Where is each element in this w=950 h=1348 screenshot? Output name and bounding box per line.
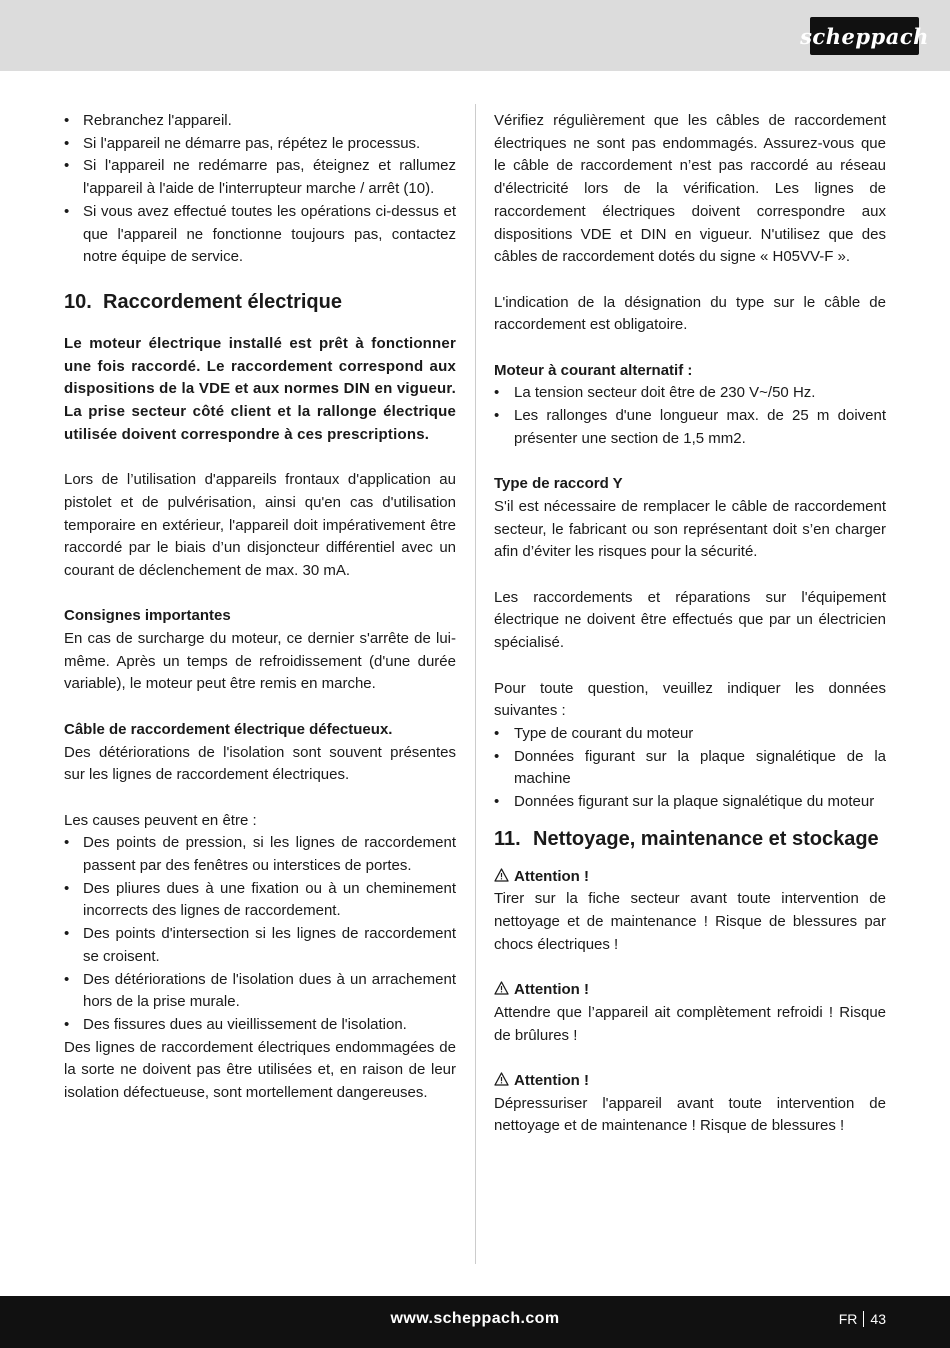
question-data-list (494, 723, 886, 814)
page-number: 43 (870, 1311, 886, 1327)
brand-logo (800, 17, 929, 55)
warning-triangle-icon (494, 1072, 509, 1086)
subheading-consignes: Consignes importantes (64, 607, 231, 625)
list-item: • Des pliures dues à une fixation ou à un cheminement incorrects des lignes de raccordement. (64, 878, 456, 923)
list-item: • Si l'appareil ne redémarre pas, éteignez et rallumez l'appareil à l'aide de l'interrupteur marche / arrêt (10). (64, 155, 456, 200)
left-column (64, 110, 456, 1105)
section-heading-11 (494, 824, 886, 854)
warning-triangle-icon (494, 868, 509, 882)
paragraph-frontal-devices: Lors de l’utilisation d'appareils frontaux d'application au pistolet et de pulvérisation, ainsi qu'en cas d'utilisation temporaire en extérieur, l'appareil doit impérativement être raccordé par le biais d’un disjoncteur différentiel avec un courant de déclenchement de max. 30 mA. (64, 471, 456, 579)
section-title: Raccordement électrique (103, 290, 342, 313)
section-number: 11. (494, 827, 521, 850)
warning-triangle-icon (494, 981, 509, 995)
section-heading-10 (64, 287, 456, 317)
paragraph-defective-cable: Des détériorations de l'isolation sont souvent présentes sur les lignes de raccordement électriques. (64, 743, 456, 784)
causes-intro: Les causes peuvent en être : (64, 811, 257, 829)
page-indicator (839, 1311, 886, 1327)
paragraph-consignes: En cas de surcharge du moteur, ce dernier s'arrête de lui-même. Après un temps de refroidissement (d'une durée variable), le moteur peut être remis en marche. (64, 630, 456, 693)
list-item: • Données figurant sur la plaque signalétique de la machine (494, 746, 886, 791)
list-item: • Des points de pression, si les lignes de raccordement passent par des fenêtres ou interstices de portes. (64, 832, 456, 877)
restart-steps-list (64, 110, 456, 269)
language-code: FR (838, 1311, 858, 1327)
page-separator (863, 1311, 864, 1327)
subheading-ac-motor: Moteur à courant alternatif : (494, 361, 693, 379)
ac-motor-list (494, 382, 886, 450)
list-item: • Données figurant sur la plaque signalétique du moteur (494, 791, 886, 814)
section-title: Nettoyage, maintenance et stockage (533, 827, 879, 850)
list-item: • Des fissures dues au vieillissement de l'isolation. (64, 1014, 456, 1037)
warning-label: Attention ! (494, 979, 886, 1002)
causes-outro: Des lignes de raccordement électriques endommagées de la sorte ne doivent pas être utilisées et, en raison de leur isolation défectueuse, sont mortellement dangereuses. (64, 1038, 456, 1102)
causes-list (64, 832, 456, 1036)
subheading-connection-y: Type de raccord Y (494, 475, 623, 493)
warning-label: Attention ! (494, 866, 886, 889)
list-item: • Les rallonges d'une longueur max. de 25 m doivent présenter une section de 1,5 mm2. (494, 405, 886, 450)
page-header (0, 0, 950, 71)
column-divider (475, 104, 476, 1264)
list-item: • Type de courant du moteur (494, 723, 886, 746)
warning-text: Tirer sur la fiche secteur avant toute intervention de nettoyage et de maintenance ! Risque de blessures par chocs électriques ! (494, 890, 886, 953)
warning-text: Dépressuriser l'appareil avant toute intervention de nettoyage et de maintenance ! Risque de blessures ! (494, 1094, 886, 1135)
paragraph-type-designation: L'indication de la désignation du type sur le câble de raccordement est obligatoire. (494, 293, 886, 334)
paragraph-repairs: Les raccordements et réparations sur l'équipement électrique ne doivent être effectués que par un électricien spécialisé. (494, 588, 886, 652)
subheading-defective-cable: Câble de raccordement électrique défectueux. (64, 720, 393, 738)
section-number: 10. (64, 290, 92, 313)
warning-text: Attendre que l’appareil ait complètement refroidi ! Risque de brûlures ! (494, 1003, 886, 1044)
warning-label: Attention ! (494, 1070, 886, 1093)
list-item: • Rebranchez l'appareil. (64, 110, 456, 133)
list-item: • La tension secteur doit être de 230 V~/50 Hz. (494, 382, 886, 405)
lead-paragraph: Le moteur électrique installé est prêt à fonctionner une fois raccordé. Le raccordement correspond aux dispositions de la VDE et aux normes DIN en vigueur. La prise secteur côté client et la rallonge électrique utilisée doivent correspondre à ces prescriptions. (64, 334, 456, 443)
right-column (494, 110, 886, 1138)
page-footer (0, 1296, 950, 1348)
list-item: • Si vous avez effectué toutes les opérations ci-dessus et que l'appareil ne fonctionne toujours pas, contactez notre équipe de service. (64, 201, 456, 269)
brand-logo-text: scheppach (800, 23, 929, 49)
list-item: • Des points d'intersection si les lignes de raccordement se croisent. (64, 923, 456, 968)
paragraph-verify-cables: Vérifiez régulièrement que les câbles de raccordement électriques ne sont pas endommagés. Assurez-vous que le câble de raccordement n’est pas raccordé au réseau d'électricité lors de la vérification. Les lignes de raccordement électriques doivent correspondre aux dispositions VDE et DIN en vigueur. N'utilisez que des câbles de raccordement dotés du signe « H05VV-F ». (494, 112, 886, 266)
question-intro: Pour toute question, veuillez indiquer les données suivantes : (494, 679, 886, 720)
website-link[interactable]: www.scheppach.com (390, 1310, 560, 1327)
paragraph-connection-y: S'il est nécessaire de remplacer le câble de raccordement secteur, le fabricant ou son représentant doit s’en charger afin d’éviter les risques pour la sécurité. (494, 497, 886, 561)
list-item: • Si l'appareil ne démarre pas, répétez le processus. (64, 133, 456, 156)
list-item: • Des détériorations de l'isolation dues à un arrachement hors de la prise murale. (64, 969, 456, 1014)
